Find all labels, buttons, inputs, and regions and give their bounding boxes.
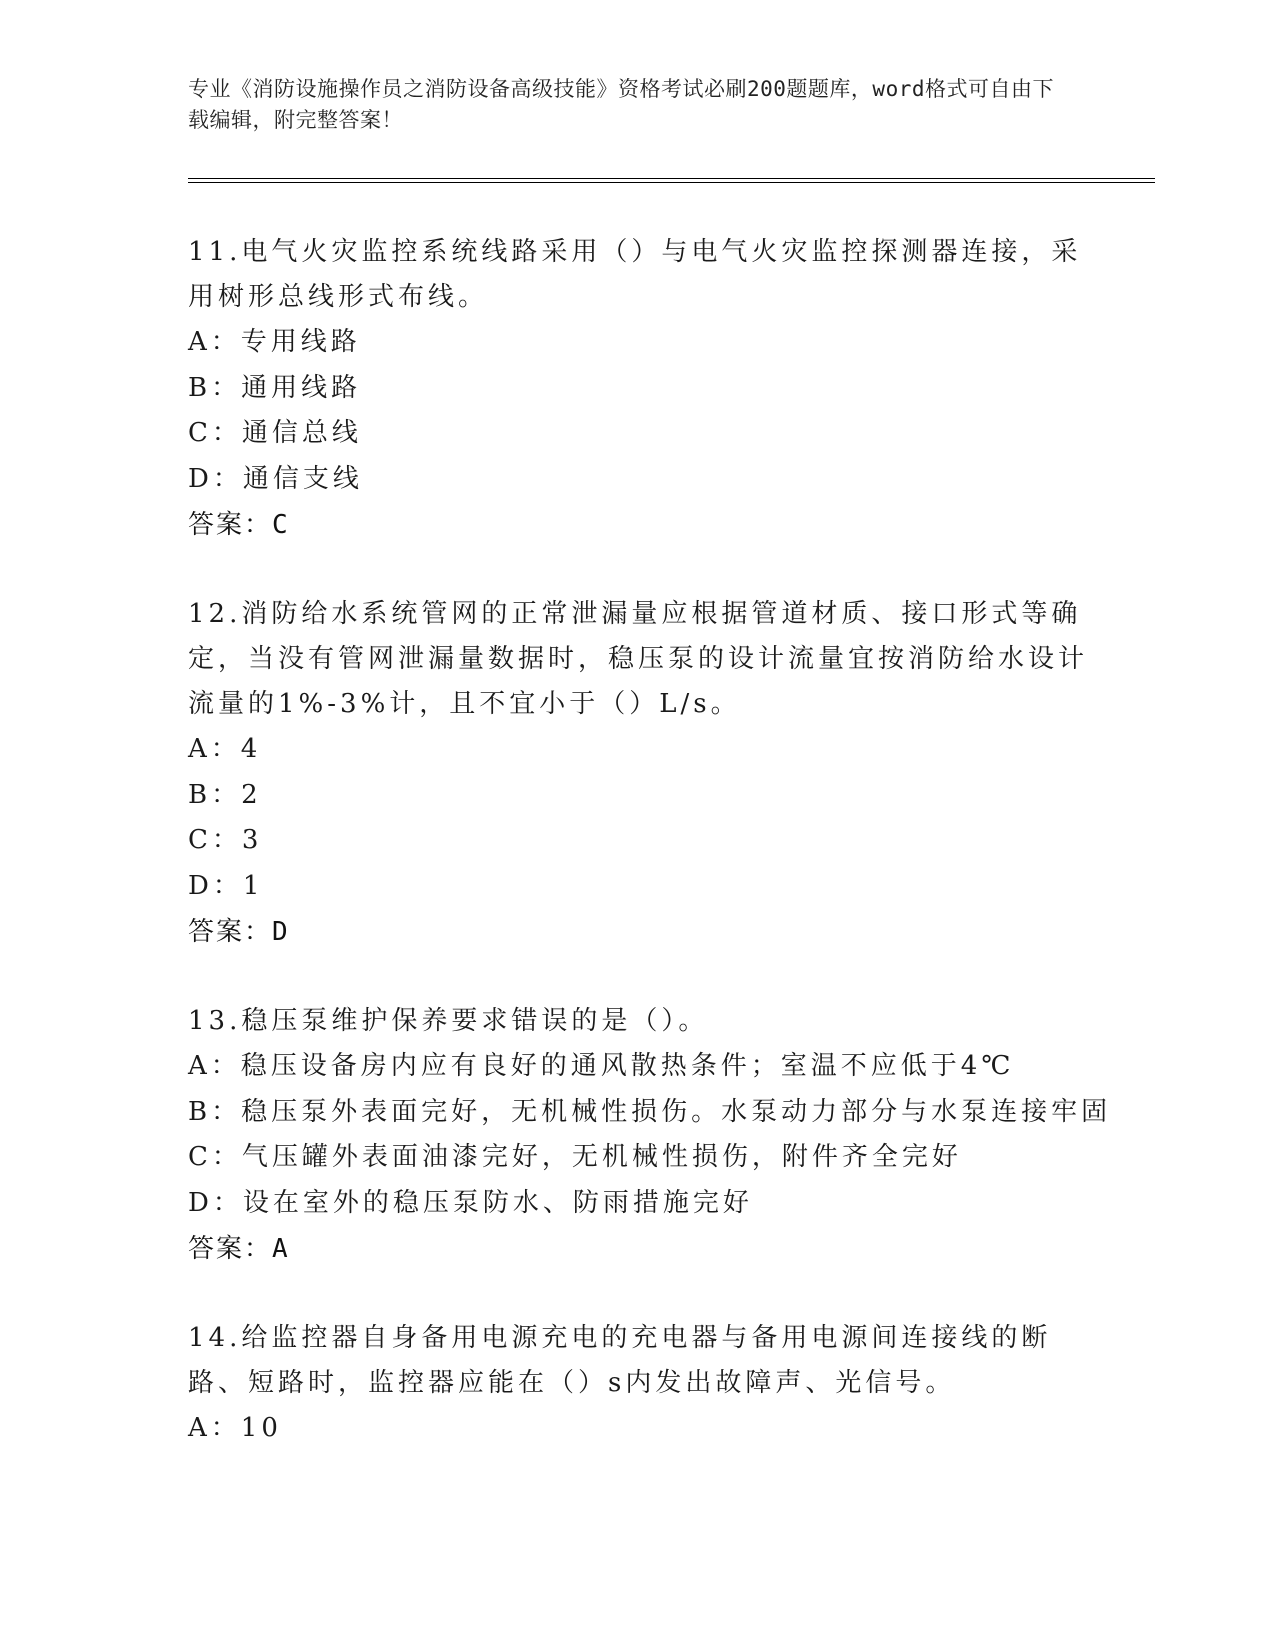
option-key: C： <box>188 418 242 448</box>
question-item <box>188 1316 1088 1452</box>
option-key: B： <box>188 1096 242 1127</box>
question-item <box>188 592 1088 955</box>
header-divider-top <box>188 178 1155 179</box>
question-item <box>188 230 1088 548</box>
option-key: A： <box>188 1051 241 1081</box>
header-divider-bottom <box>188 182 1155 183</box>
answer-line <box>188 909 1088 955</box>
option-d <box>188 864 1088 910</box>
answer-label: 答案： <box>188 917 273 947</box>
answer-label: 答案： <box>188 510 273 540</box>
option-key: C： <box>188 825 242 855</box>
option-text: 气压罐外表面油漆完好，无机械性损伤，附件齐全完好 <box>241 1142 962 1172</box>
option-c <box>188 818 1088 864</box>
question-text: 12.消防给水系统管网的正常泄漏量应根据管道材质、接口形式等确定，当没有管网泄漏量数据时，稳压泵的设计流量宜按消防给水设计流量的1%-3%计，且不宜小于（）L/s。 <box>188 599 1089 719</box>
option-a <box>188 1044 1088 1090</box>
option-key: D： <box>188 870 243 901</box>
option-b <box>188 1090 1112 1136</box>
option-text: 通信总线 <box>241 418 362 448</box>
option-d <box>188 1181 1088 1227</box>
option-text: 通用线路 <box>241 372 362 403</box>
option-a <box>188 1406 1088 1452</box>
option-a <box>188 727 1088 773</box>
answer-line <box>188 502 1088 548</box>
answer-value: C <box>272 510 290 540</box>
option-text: 通信支线 <box>242 463 363 494</box>
option-c <box>188 1135 1088 1181</box>
option-text: 4 <box>240 734 262 764</box>
option-text: 3 <box>241 825 263 855</box>
option-a <box>188 320 1088 366</box>
question-text: 14.给监控器自身备用电源充电的充电器与备用电源间连接线的断路、短路时，监控器应能在（）s内发出故障声、光信号。 <box>188 1323 1052 1398</box>
question-item <box>188 999 1112 1272</box>
option-d <box>188 457 1088 503</box>
option-c <box>188 411 1088 457</box>
question-text: 11.电气火灾监控系统线路采用（）与电气火灾监控探测器连接，采用树形总线形式布线。 <box>188 237 1082 312</box>
option-text: 设在室外的稳压泵防水、防雨措施完好 <box>242 1187 753 1218</box>
answer-value: D <box>272 917 290 947</box>
option-text: 2 <box>241 779 262 810</box>
option-b <box>188 773 1088 819</box>
option-key: B： <box>188 779 242 810</box>
option-key: C： <box>188 1142 242 1172</box>
option-key: D： <box>188 463 243 494</box>
option-text: 稳压设备房内应有良好的通风散热条件；室温不应低于4℃ <box>240 1051 1015 1081</box>
answer-line <box>188 1226 1088 1272</box>
option-key: A： <box>188 734 241 764</box>
question-text: 13.稳压泵维护保养要求错误的是（）。 <box>188 1006 709 1036</box>
option-text: 专用线路 <box>240 327 361 357</box>
option-key: B： <box>188 372 242 403</box>
option-key: D： <box>188 1187 243 1218</box>
option-text: 稳压泵外表面完好，无机械性损伤。水泵动力部分与水泵连接牢固 <box>241 1096 1112 1127</box>
option-key: A： <box>188 327 241 357</box>
option-b <box>188 366 1088 412</box>
option-key: A： <box>188 1413 241 1443</box>
question-list <box>188 230 1112 1496</box>
option-text: 10 <box>240 1413 282 1443</box>
answer-value: A <box>272 1234 290 1264</box>
answer-label: 答案： <box>188 1234 273 1264</box>
document-header: 专业《消防设施操作员之消防设备高级技能》资格考试必刷200题题库，word格式可自由下载编辑，附完整答案！ <box>188 77 1054 132</box>
option-text: 1 <box>242 870 264 901</box>
